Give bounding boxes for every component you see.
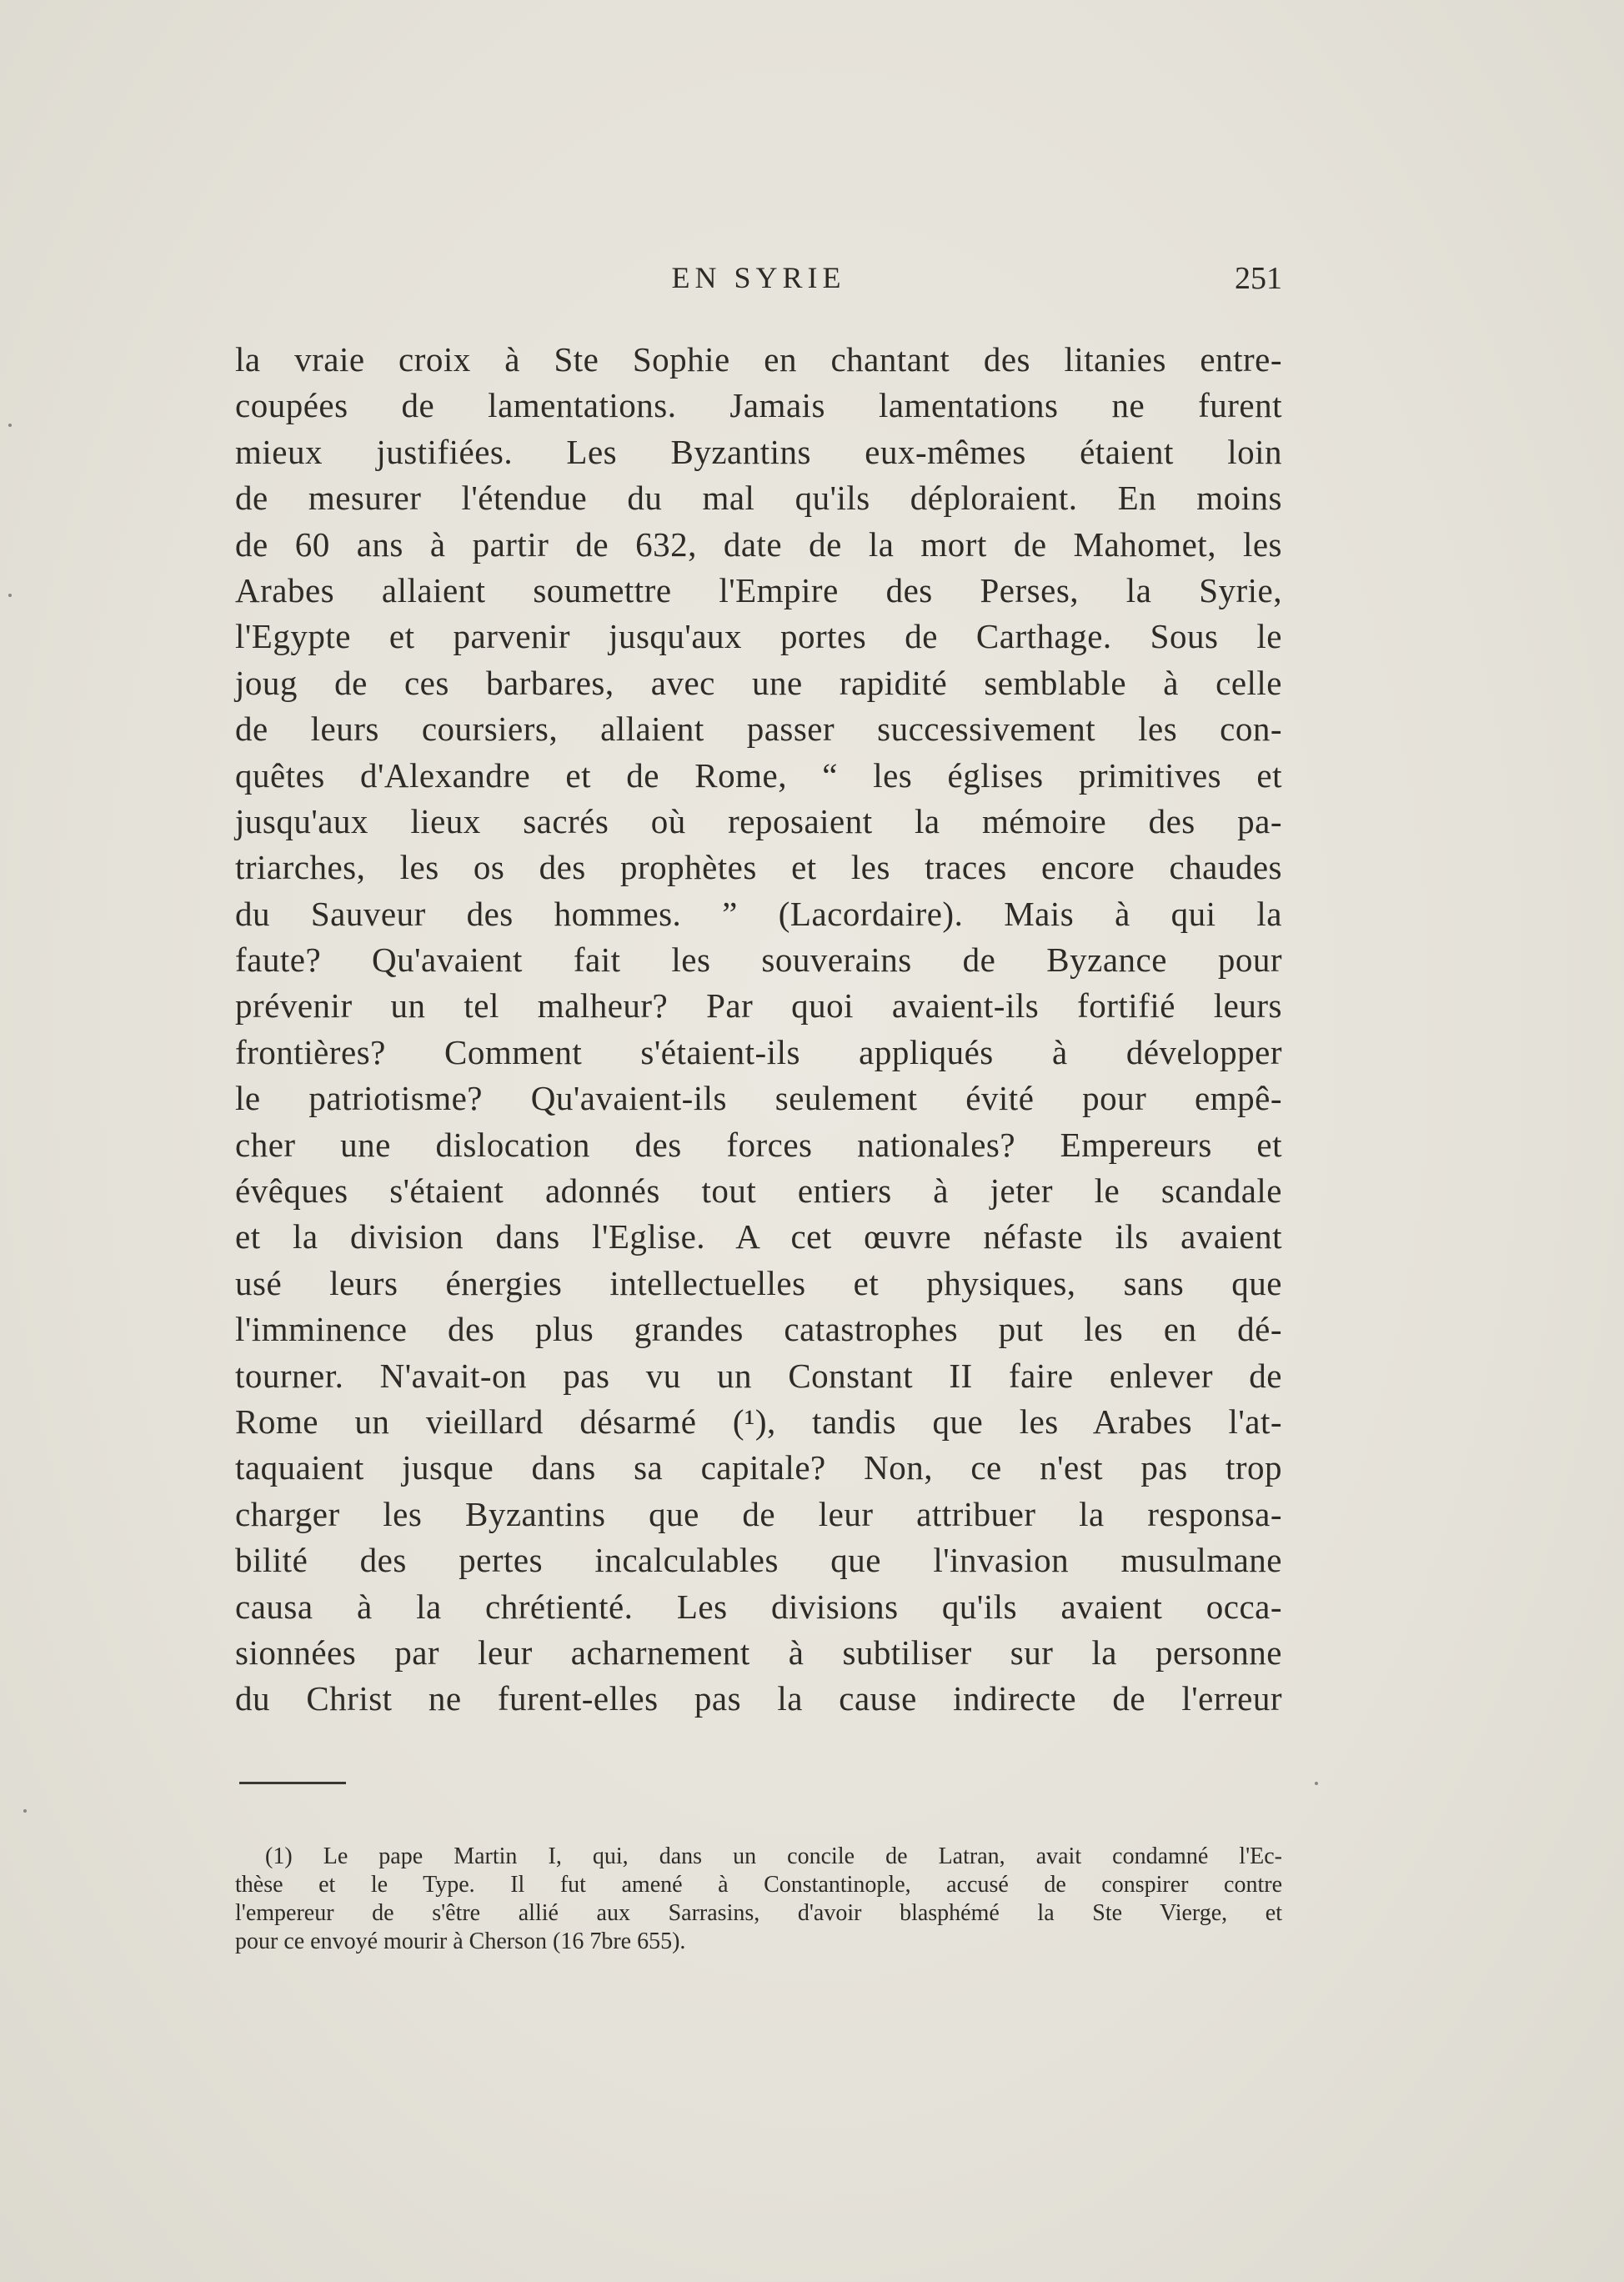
body-line: usé leurs énergies intellectuelles et physiques, sans que [235,1263,1282,1302]
body-line: la vraie croix à Ste Sophie en chantant des litanies entre- [235,340,1282,379]
footnote-line: pour ce envoyé mourir à Cherson (16 7bre 655). [235,1928,686,1954]
body-line: sionnées par leur acharnement à subtiliser sur la personne [235,1633,1282,1672]
body-line: causa à la chrétienté. Les divisions qu'ils avaient occa- [235,1587,1282,1626]
body-line: quêtes d'Alexandre et de Rome, “ les églises primitives et [235,755,1282,795]
body-line: taquaient jusque dans sa capitale? Non, ce n'est pas trop [235,1448,1282,1487]
body-line: prévenir un tel malheur? Par quoi avaient-ils fortifié leurs [235,986,1282,1026]
page-number: 251 [1235,261,1282,296]
body-line: de mesurer l'étendue du mal qu'ils déploraient. En moins [235,479,1282,518]
running-title: EN SYRIE [671,261,846,294]
footnote-rule [239,1782,346,1784]
body-line: joug de ces barbares, avec une rapidité semblable à celle [235,663,1282,702]
body-line: frontières? Comment s'étaient-ils appliqués à développer [235,1032,1282,1071]
body-line: de leurs coursiers, allaient passer successivement les con- [235,710,1282,749]
footnote-line: (1) Le pape Martin I, qui, dans un concile de Latran, avait condamné l'Ec- [265,1843,1282,1869]
body-line: faute? Qu'avaient fait les souverains de Byzance pour [235,940,1282,980]
body-line: coupées de lamentations. Jamais lamentations ne furent [235,386,1282,425]
paper-speck [8,424,12,427]
body-line: tourner. N'avait-on pas vu un Constant II faire enlever de [235,1356,1282,1395]
body-line: du Christ ne furent-elles pas la cause indirecte de l'erreur [235,1679,1282,1718]
body-line: le patriotisme? Qu'avaient-ils seulement évité pour empê- [235,1079,1282,1118]
body-line: charger les Byzantins que de leur attribuer la responsa- [235,1494,1282,1533]
body-line: Arabes allaient soumettre l'Empire des Perses, la Syrie, [235,570,1282,609]
body-line: jusqu'aux lieux sacrés où reposaient la mémoire des pa- [235,801,1282,840]
footnote-line: thèse et le Type. Il fut amené à Constantinople, accusé de conspirer contre [235,1872,1282,1898]
body-line: et la division dans l'Eglise. A cet œuvre néfaste ils avaient [235,1217,1282,1256]
body-line: l'Egypte et parvenir jusqu'aux portes de Carthage. Sous le [235,617,1282,656]
body-line: évêques s'étaient adonnés tout entiers à jeter le scandale [235,1171,1282,1211]
footnote-line: l'empereur de s'être allié aux Sarrasins, d'avoir blasphémé la Ste Vierge, et [235,1900,1282,1926]
footnotes [235,1843,1282,1956]
body-line: mieux justifiées. Les Byzantins eux-mêmes étaient loin [235,432,1282,471]
body-line: l'imminence des plus grandes catastrophes put les en dé- [235,1310,1282,1349]
body-text [235,337,1282,1723]
body-line: du Sauveur des hommes. ” (Lacordaire). Mais à qui la [235,894,1282,933]
body-line: Rome un vieillard désarmé (¹), tandis que les Arabes l'at- [235,1402,1282,1441]
page-header [235,260,1282,302]
paper-speck [23,1809,27,1813]
paper-speck [8,594,12,597]
body-line: de 60 ans à partir de 632, date de la mort de Mahomet, les [235,524,1282,564]
paper-speck [1315,1782,1318,1785]
body-line: cher une dislocation des forces nationales? Empereurs et [235,1125,1282,1164]
body-line: bilité des pertes incalculables que l'invasion musulmane [235,1541,1282,1580]
body-line: triarches, les os des prophètes et les traces encore chaudes [235,848,1282,887]
